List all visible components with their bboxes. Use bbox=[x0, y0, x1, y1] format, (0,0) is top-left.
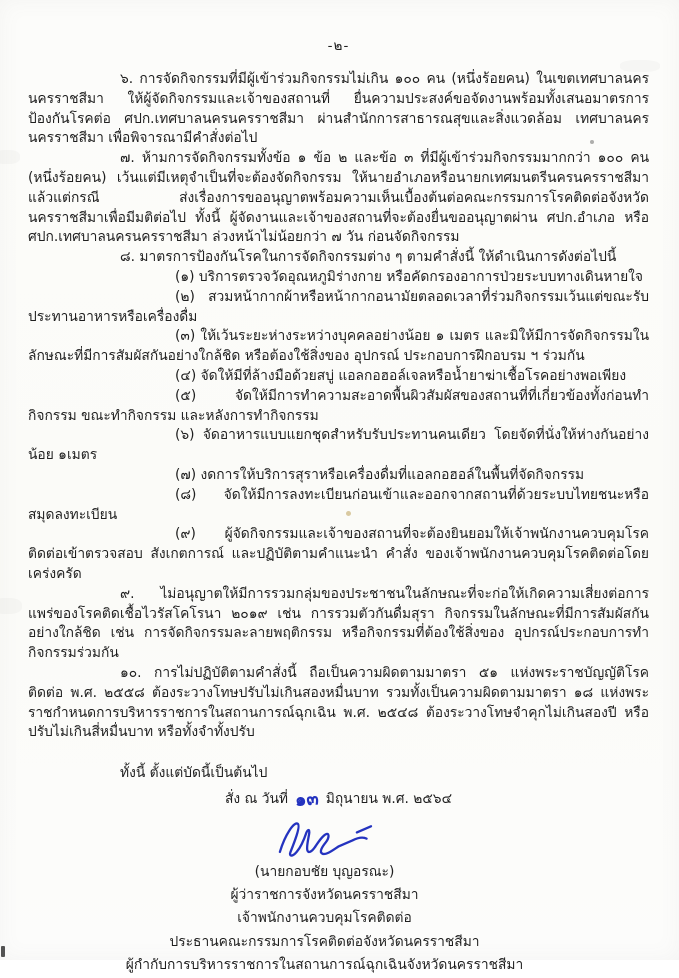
signatory-title-2: เจ้าพนักงานควบคุมโรคติดต่อ bbox=[237, 910, 412, 927]
measure-item-6: (๖) จัดอาหารแบบแยกชุดสำหรับรับประทานคนเดียว โดยจัดที่นั่งให้ห่างกันอย่างน้อย ๑เมตร bbox=[28, 427, 649, 464]
scan-smudge bbox=[0, 150, 20, 164]
signature-block bbox=[14, 813, 635, 978]
effective-date-line: ทั้งนี้ ตั้งแต่บัดนี้เป็นต้นไป bbox=[120, 765, 268, 782]
measure-item-2: (๒) สวมหน้ากากผ้าหรือหน้ากากอนามัยตลอดเวลาที่ร่วมกิจกรรมเว้นแต่ขณะรับประทานอาหารหรือเครื่องดื่ม bbox=[28, 288, 649, 325]
measure-item-4: (๔) จัดให้มีที่ล้างมือด้วยสบู่ แอลกอฮอล์เจลหรือน้ำยาฆ่าเชื้อโรคอย่างพอเพียง bbox=[175, 367, 627, 384]
order-date-suffix: มิถุนายน พ.ศ. ๒๕๖๔ bbox=[325, 790, 453, 807]
order-date-line bbox=[28, 788, 649, 811]
paragraph-item-9: ๙. ไม่อนุญาตให้มีการรวมกลุ่มของประชาชนในลักษณะที่จะก่อให้เกิดความเสี่ยงต่อการแพร่ของโรคติดเชื้อไวรัสโคโรนา ๒๐๑๙ เช่น การรวมตัวกันดื่มสุรา กิจกรรมในลักษณะที่มีการสัมผัสกันอย่างใกล้ชิด เช่น การจัดกิจกรรมละลายพฤติกรรม หรือกิจกรรมที่ต้องใช้สิ่งของ อุปกรณ์ประกอบการทำกิจกรรมร่วมกัน bbox=[28, 585, 649, 662]
paragraph-item-10: ๑๐. การไม่ปฏิบัติตามคำสั่งนี้ ถือเป็นความผิดตามมาตรา ๕๑ แห่งพระราชบัญญัติโรคติดต่อ พ.ศ. ๒๕๕๘ ต้องระวางโทษปรับไม่เกินสองหมื่นบาท รวมทั้งเป็นความผิดตามมาตรา ๑๘ แห่งพระราชกำหนดการบริหารราชการในสถานการณ์ฉุกเฉิน พ.ศ. ๒๕๔๘ ต้องระวางโทษจำคุกไม่เกินสองปี หรือปรับไม่เกินสี่หมื่นบาท หรือทั้งจำทั้งปรับ bbox=[28, 664, 649, 741]
signatory-name: (นายกอบชัย บุญอรณะ) bbox=[254, 863, 395, 880]
paragraph-item-7: ๗. ห้ามการจัดกิจกรรมทั้งข้อ ๑ ข้อ ๒ และข้อ ๓ ที่มีผู้เข้าร่วมกิจกรรมมากกว่า ๑๐๐ คน (หนึ่งร้อยคน) เว้นแต่มีเหตุจำเป็นที่จะต้องจัดกิจกรรม ให้นายอำเภอหรือนายกเทศมนตรีนครนครราชสีมาแล้วแต่กรณี ส่งเรื่องการขออนุญาตพร้อมความเห็นเบื้องต้นต่อคณะกรรมการโรคติดต่อจังหวัดนครราชสีมาเพื่อมีมติต่อไป ทั้งนี้ ผู้จัดงานและเจ้าของสถานที่จะต้องยื่นขออนุญาตผ่าน ศปก.อำเภอ หรือ ศปก.เทศบาลนครนครราชสีมา ล่วงหน้าไม่น้อยกว่า ๗ วัน ก่อนจัดกิจกรรม bbox=[28, 150, 649, 246]
handwritten-day: ๑๓ bbox=[294, 788, 320, 811]
measure-item-5: (๕) จัดให้มีการทำความสะอาดพื้นผิวสัมผัสของสถานที่ที่เกี่ยวข้องทั้งก่อนทำกิจกรรม ขณะทำกิจกรรม และหลังการทำกิจกรรม bbox=[28, 387, 649, 424]
measure-item-3: (๓) ให้เว้นระยะห่างระหว่างบุคคลอย่างน้อย ๑ เมตร และมิให้มีการจัดกิจกรรมในลักษณะที่มีการสัมผัสกันอย่างใกล้ชิด หรือต้องใช้สิ่งของ อุปกรณ์ ประกอบการฝึกอบรม ฯ ร่วมกัน bbox=[28, 328, 649, 365]
signatory-title-4: ผู้กำกับการบริหารราชการในสถานการณ์ฉุกเฉินจังหวัดนครราชสีมา bbox=[125, 957, 524, 974]
paragraph-item-6: ๖. การจัดกิจกรรมที่มีผู้เข้าร่วมกิจกรรมไม่เกิน ๑๐๐ คน (หนึ่งร้อยคน) ในเขตเทศบาลนครนครราชสีมา ให้ผู้จัดกิจกรรมและเจ้าของสถานที่ ยื่นความประสงค์ขอจัดงานพร้อมทั้งเสนอมาตรการป้องกันโรคต่อ ศปก.เทศบาลนครนครราชสีมา ผ่านสำนักการสาธารณสุขและสิ่งแวดล้อม เทศบาลนครนครราชสีมา เพื่อพิจารณามีคำสั่งต่อไป bbox=[28, 71, 649, 147]
signatory-title-1: ผู้ว่าราชการจังหวัดนครราชสีมา bbox=[230, 886, 419, 903]
order-date-prefix: สั่ง ณ วันที่ bbox=[224, 790, 288, 807]
scan-smudge bbox=[0, 598, 22, 614]
page-number: -๒- bbox=[327, 38, 350, 54]
measure-item-9: (๙) ผู้จัดกิจกรรมและเจ้าของสถานที่จะต้องยินยอมให้เจ้าพนักงานควบคุมโรคติดต่อเข้าตรวจสอบ สังเกตการณ์ และปฏิบัติตามคำแนะนำ คำสั่ง ของเจ้าพนักงานควบคุมโรคติดต่อโดยเคร่งครัด bbox=[28, 526, 649, 582]
paragraph-item-8: ๘. มาตรการป้องกันโรคในการจัดกิจกรรมต่าง ๆ ตามคำสั่งนี้ ให้ดำเนินการดังต่อไปนี้ bbox=[120, 249, 617, 266]
measure-item-8: (๘) จัดให้มีการลงทะเบียนก่อนเข้าและออกจากสถานที่ด้วยระบบไทยชนะหรือสมุดลงทะเบียน bbox=[28, 486, 649, 523]
measure-item-7: (๗) งดการให้บริการสุราหรือเครื่องดื่มที่แอลกอฮอล์ในพื้นที่จัดกิจกรรม bbox=[175, 466, 585, 483]
scan-speck bbox=[1, 946, 5, 957]
document-body bbox=[28, 34, 649, 978]
signature-ink-icon bbox=[261, 813, 389, 859]
signature-scribble bbox=[14, 813, 635, 859]
measure-item-1: (๑) บริการตรวจวัดอุณหภูมิร่างกาย หรือคัดกรองอาการป่วยระบบทางเดินหายใจ bbox=[175, 268, 644, 285]
signatory-title-3: ประธานคณะกรรมการโรคติดต่อจังหวัดนครราชสีมา bbox=[169, 933, 480, 950]
